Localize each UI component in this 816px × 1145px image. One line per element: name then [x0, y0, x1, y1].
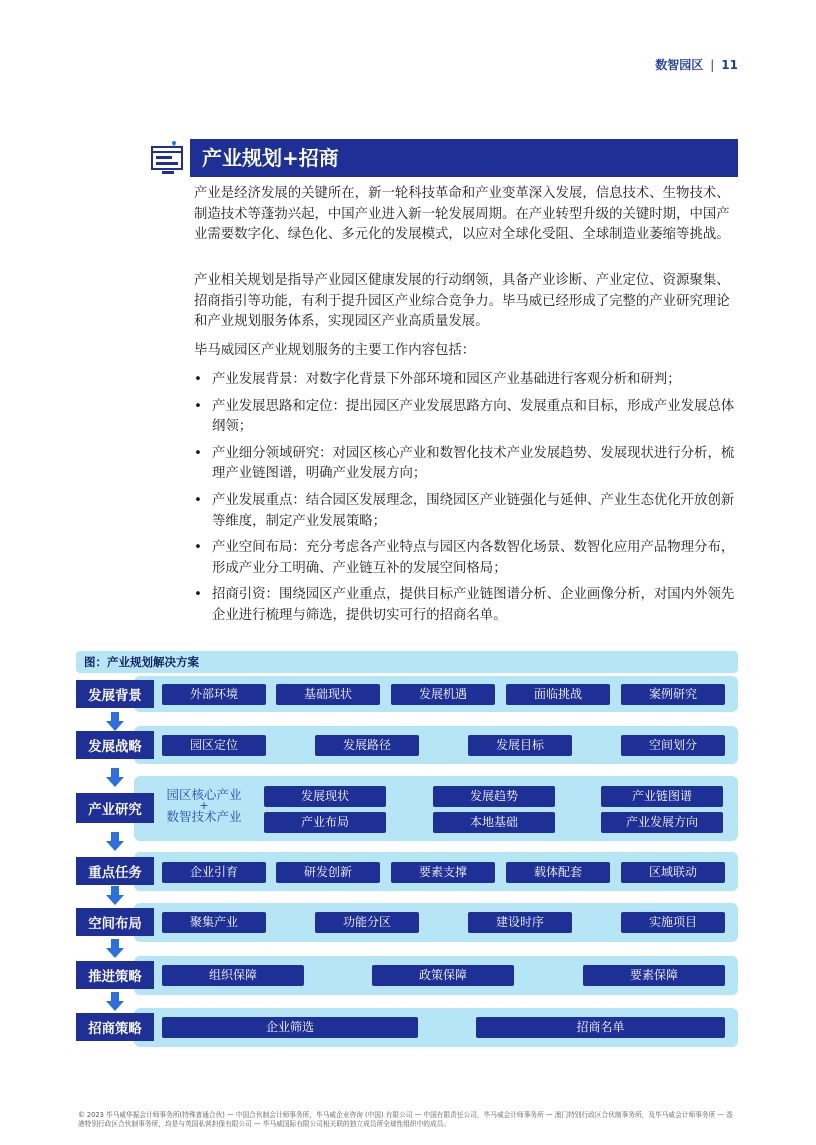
- solution-diagram: [76, 651, 738, 1049]
- row-label-layout: 空间布局: [76, 908, 154, 936]
- list-item: • 产业细分领域研究：对园区核心产业和数智化技术产业发展趋势、发展现状进行分析，梳理产业链图谱，明确产业发展方向；: [194, 444, 746, 485]
- chip: 园区定位: [162, 735, 266, 756]
- chip: 外部环境: [162, 684, 266, 705]
- list-item: • 产业发展思路和定位：提出园区产业发展思路方向、发展重点和目标，形成产业发展总体纲领；: [194, 397, 746, 438]
- footer-copyright: © 2023 毕马威华振会计师事务所(特殊普通合伙) — 中国合伙制会计师事务所，毕马威企业咨询 (中国) 有限公司 — 中国有限责任公司，毕马威会计师事务所 — 澳门特别行政区合伙制事务所，及毕马威会计师事务所 — 香港特别行政区合伙制事务所，均是与英国私营担保有限公司 — 毕马威国际有限公司相关联的独立成员所全球性组织中的成员。: [78, 1111, 733, 1128]
- list-item: • 产业发展背景：对数字化背景下外部环境和园区产业基础进行客观分析和研判；: [194, 370, 746, 391]
- chip: 区域联动: [621, 862, 725, 883]
- paragraph-3: 毕马威园区产业规划服务的主要工作内容包括：: [194, 343, 476, 358]
- down-arrow-icon: [106, 768, 124, 790]
- chip: 发展路径: [315, 735, 419, 756]
- report-icon: [150, 139, 186, 177]
- paragraph-2: 产业相关规划是指导产业园区健康发展的行动纲领，具备产业诊断、产业定位、资源聚集、招商指引等功能，有利于提升园区产业综合竞争力。毕马威已经形成了完整的产业研究理论和产业规划服务体系，实现园区产业高质量发展。: [194, 273, 730, 330]
- chip: 要素保障: [583, 965, 725, 986]
- research-side-label: [158, 788, 250, 824]
- down-arrow-icon: [106, 832, 124, 854]
- row-label-investment: 招商策略: [76, 1013, 154, 1041]
- chip: 案例研究: [621, 684, 725, 705]
- side-text-plus: +: [199, 799, 209, 812]
- chip: 本地基础: [433, 812, 555, 833]
- chip: 实施项目: [621, 912, 725, 933]
- down-arrow-icon: [106, 886, 124, 908]
- row-label-strategy: 发展战略: [76, 731, 154, 759]
- down-arrow-icon: [106, 992, 124, 1014]
- chip: 政策保障: [372, 965, 514, 986]
- chip: 产业发展方向: [601, 812, 723, 833]
- chip: 招商名单: [476, 1017, 725, 1038]
- chip: 产业布局: [264, 812, 386, 833]
- chip: 研发创新: [276, 862, 380, 883]
- chip: 发展机遇: [391, 684, 495, 705]
- diagram-title: 图：产业规划解决方案: [76, 651, 738, 673]
- header-separator: |: [710, 58, 715, 72]
- chip: 要素支撑: [391, 862, 495, 883]
- side-text-tech: 数智技术产业: [166, 809, 242, 824]
- chip: 发展目标: [468, 735, 572, 756]
- side-text-core: 园区核心产业: [166, 787, 242, 802]
- row-label-research: 产业研究: [76, 793, 154, 823]
- list-item: • 产业发展重点：结合园区发展理念，围绕园区产业链强化与延伸、产业生态优化开放创新等维度，制定产业发展策略；: [194, 491, 746, 532]
- chip: 组织保障: [162, 965, 304, 986]
- chip: 聚集产业: [162, 912, 266, 933]
- chip: 空间划分: [621, 735, 725, 756]
- down-arrow-icon: [106, 939, 124, 961]
- chip: 基础现状: [276, 684, 380, 705]
- section-title: 产业规划+招商: [190, 139, 738, 177]
- list-item: • 产业空间布局：充分考虑各产业特点与园区内各数智化场景、数智化应用产品物理分布，形成产业分工明确、产业链互补的发展空间格局；: [194, 538, 746, 579]
- paragraph-1: 产业是经济发展的关键所在，新一轮科技革命和产业变革深入发展，信息技术、生物技术、制造技术等蓬勃兴起，中国产业进入新一轮发展周期。在产业转型升级的关键时期，中国产业需要数字化、绿色化、多元化的发展模式，以应对全球化受阻、全球制造业萎缩等挑战。: [194, 186, 730, 243]
- chip: 载体配套: [506, 862, 610, 883]
- service-list: [194, 370, 746, 633]
- row-label-tasks: 重点任务: [76, 857, 154, 885]
- page-number: 11: [721, 58, 738, 72]
- chip: 企业筛选: [162, 1017, 418, 1038]
- chip: 发展现状: [264, 786, 386, 807]
- row-label-background: 发展背景: [76, 680, 154, 708]
- list-item: • 招商引资：围绕园区产业重点，提供目标产业链图谱分析、企业画像分析，对国内外领先企业进行梳理与筛选，提供切实可行的招商名单。: [194, 585, 746, 626]
- chip: 产业链图谱: [601, 786, 723, 807]
- chip: 发展趋势: [433, 786, 555, 807]
- chip: 企业引育: [162, 862, 266, 883]
- chip: 功能分区: [315, 912, 419, 933]
- chip: 面临挑战: [506, 684, 610, 705]
- chip: 建设时序: [468, 912, 572, 933]
- row-label-promotion: 推进策略: [76, 961, 154, 989]
- header-title: 数智园区: [655, 58, 704, 72]
- page-header: [655, 56, 738, 73]
